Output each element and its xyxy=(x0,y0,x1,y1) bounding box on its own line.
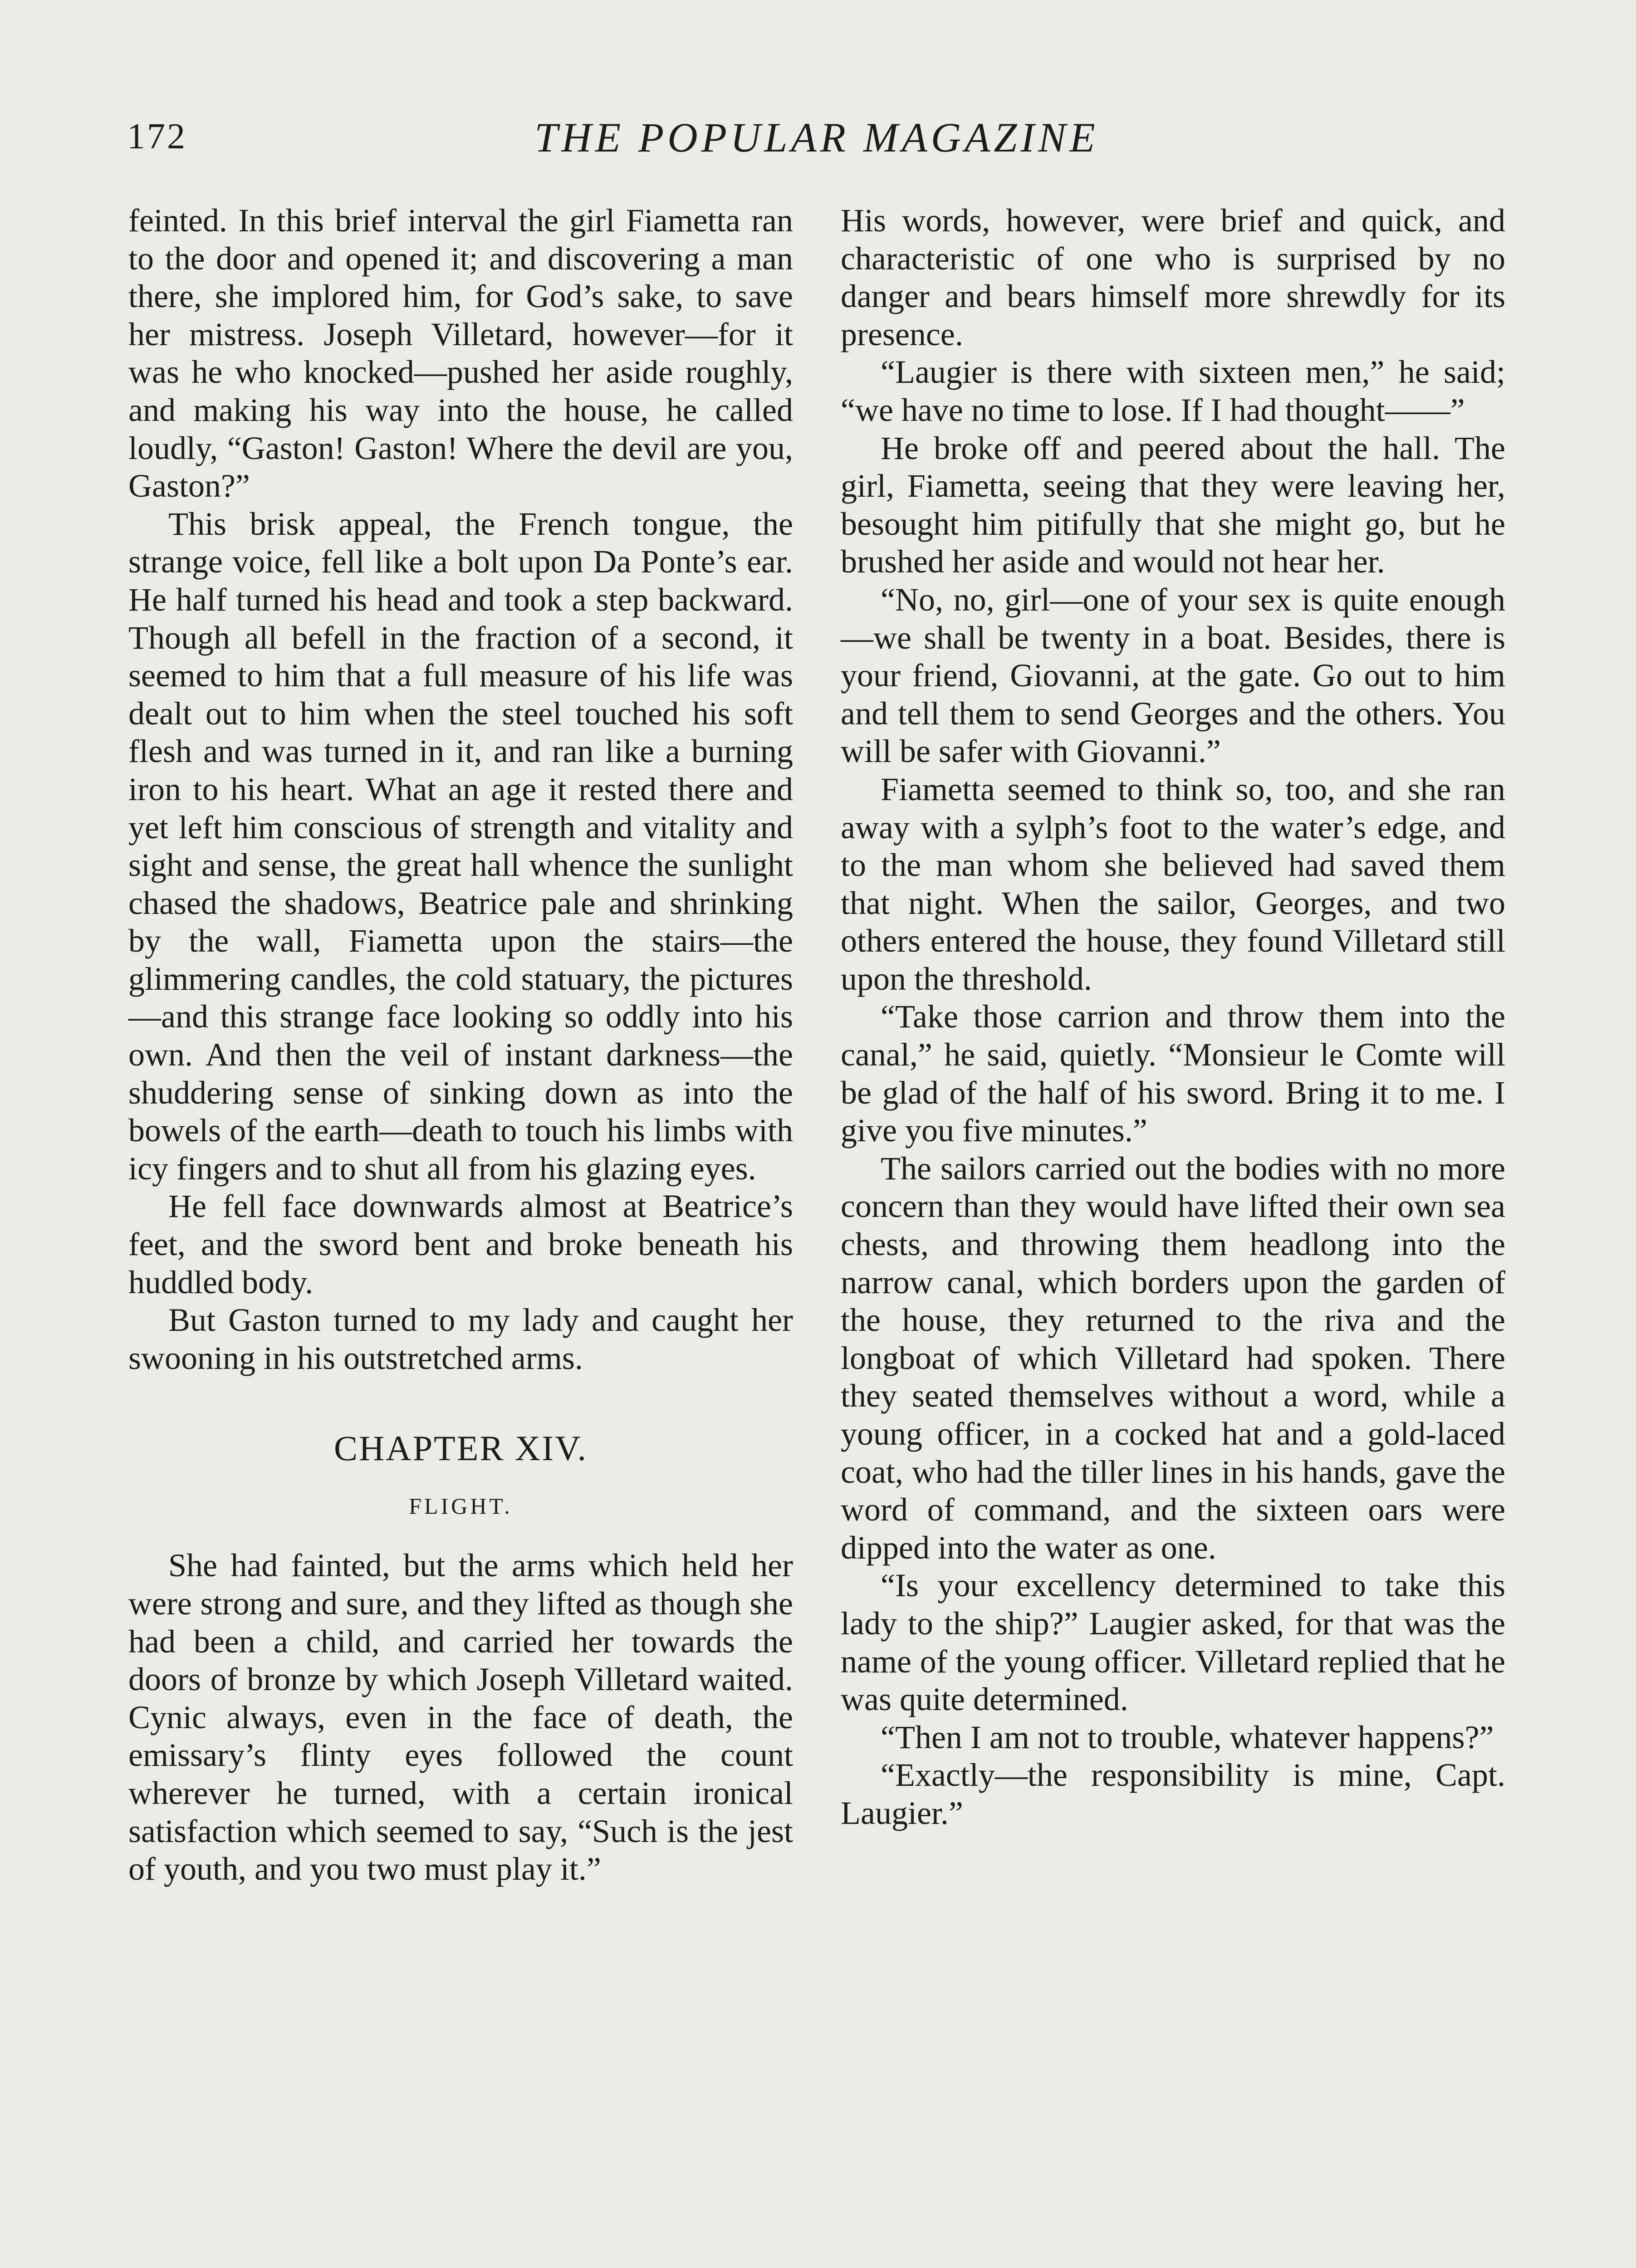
paragraph: This brisk appeal, the French tongue, the strange voice, fell like a bolt upon Da Ponte’s ear. He half turned his head and took a step backward. Though all befell in the fraction of a second, it seemed to him that a full measure of his life was dealt out to him when the steel touched his soft flesh and was turned in it, and ran like a burning iron to his heart. What an age it rested there and yet left him conscious of strength and vitality and sight and sense, the great hall whence the sunlight chased the shadows, Beatrice pale and shrinking by the wall, Fiametta upon the stairs—the glimmering candles, the cold statuary, the pictures —and this strange face looking so oddly into his own. And then the veil of instant darkness—the shuddering sense of sinking down as into the bowels of the earth—death to touch his limbs with icy fingers and to shut all from his glazing eyes. xyxy=(128,505,793,1187)
paragraph: The sailors carried out the bodies with no more concern than they would have lifted their own sea chests, and throwing them headlong into the narrow canal, which borders upon the garden of the house, they returned to the riva and the longboat of which Villetard had spoken. There they seated themselves without a word, while a young officer, in a cocked hat and a gold-laced coat, who had the tiller lines in his hands, gave the word of command, and the sixteen oars were dipped into the water as one. xyxy=(841,1150,1505,1566)
paragraph: “Take those carrion and throw them into the canal,” he said, quietly. “Monsieur le Comte will be glad of the half of his sword. Bring it to me. I give you five minutes.” xyxy=(841,998,1505,1149)
paragraph: She had fainted, but the arms which held her were strong and sure, and they lifted as though she had been a child, and carried her towards the doors of bronze by which Joseph Villetard waited. Cynic always, even in the face of death, the emissary’s flinty eyes followed the count wherever he turned, with a certain ironical satisfaction which seemed to say, “Such is the jest of youth, and you two must play it.” xyxy=(128,1547,793,1887)
page-header xyxy=(127,113,1506,172)
paragraph: “Exactly—the responsibility is mine, Capt. Laugier.” xyxy=(841,1757,1505,1831)
paragraph: “No, no, girl—one of your sex is quite enough—we shall be twenty in a boat. Besides, there is your friend, Giovanni, at the gate. Go out to him and tell them to send Georges and the others. You will be safer with Giovanni.” xyxy=(841,581,1505,770)
paragraph: He broke off and peered about the hall. The girl, Fiametta, seeing that they were leaving her, besought him pitifully that she might go, but he brushed her aside and would not hear her. xyxy=(841,430,1505,580)
paragraph: Fiametta seemed to think so, too, and she ran away with a sylph’s foot to the water’s edge, and to the man whom she believed had saved them that night. When the sailor, Georges, and two others entered the house, they found Villetard still upon the threshold. xyxy=(841,771,1505,997)
chapter-subtitle: FLIGHT. xyxy=(409,1493,513,1519)
paragraph: feinted. In this brief interval the girl Fiametta ran to the door and opened it; and discovering a man there, she implored him, for God’s sake, to save her mistress. Joseph Villetard, however—for it was he who knocked—pushed her aside roughly, and making his way into the house, he called loudly, “Gaston! Gaston! Where the devil are you, Gaston?” xyxy=(128,202,793,504)
paragraph: But Gaston turned to my lady and caught her swooning in his outstretched arms. xyxy=(128,1302,793,1376)
left-column xyxy=(128,202,793,1888)
paragraph: His words, however, were brief and quick, and characteristic of one who is surprised by no danger and bears himself more shrewdly for its presence. xyxy=(841,202,1505,352)
paragraph: “Then I am not to trouble, whatever happens?” xyxy=(881,1719,1494,1755)
running-title: THE POPULAR MAGAZINE xyxy=(534,114,1099,161)
chapter-heading: CHAPTER XIV. xyxy=(334,1428,588,1468)
paragraph: “Laugier is there with sixteen men,” he said; “we have no time to lose. If I had thought——” xyxy=(841,354,1505,428)
page-number: 172 xyxy=(127,117,187,156)
paragraph: “Is your excellency determined to take this lady to the ship?” Laugier asked, for that was the name of the young officer. Villetard replied that he was quite determined. xyxy=(841,1567,1505,1718)
right-column xyxy=(841,202,1505,1833)
paragraph: He fell face downwards almost at Beatrice’s feet, and the sword bent and broke beneath his huddled body. xyxy=(128,1188,793,1300)
